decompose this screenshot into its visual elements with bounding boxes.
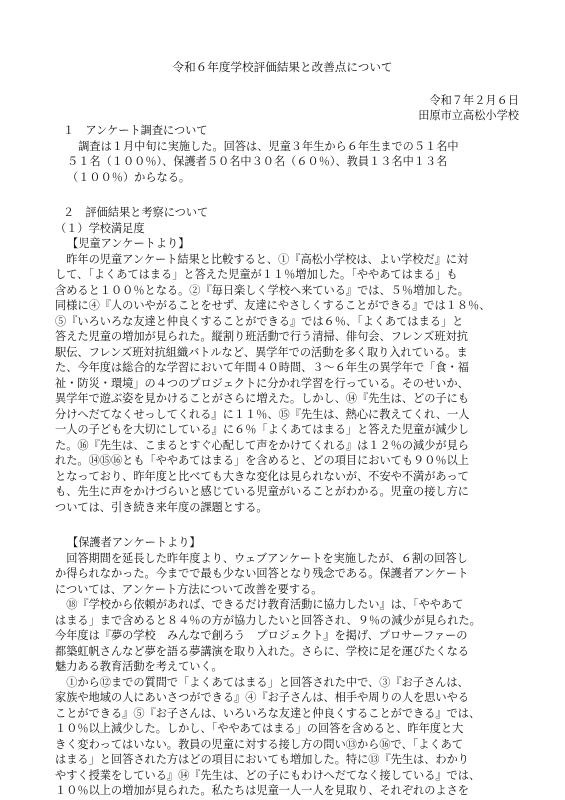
paragraph-line: ５１名（１００％）、保護者５０名中３０名（６０％）、教員１３名中１３名 [67, 155, 448, 168]
children-survey-label: 【児童アンケートより】 [67, 237, 190, 250]
paragraph-line: 魅力ある教育活動を考えていく。 [55, 660, 223, 673]
paragraph-line: して、「よくあてはまる」と答えた児童が１１％増加した。「ややあてはまる」も [55, 268, 458, 281]
parents-survey-label: 【保護者アンケートより】 [67, 536, 201, 549]
paragraph-line: （１００％）からなる。 [67, 170, 191, 184]
paragraph-line: か得られなかった。今までで最も少ない回答となり残念である。保護者アンケート [55, 567, 469, 580]
children-paragraph [55, 252, 523, 516]
date-block [418, 93, 519, 123]
paragraph-line: ⑤『いろいろな友達と仲良くすることができる』では６％、「よくあてはまる」と [55, 314, 464, 328]
document-body [55, 123, 523, 799]
paragraph-line: やすく授業をしている』⑭『先生は、どの子にもわけへだてなく接している』では、 [55, 768, 481, 782]
paragraph-line: 同様に④『人のいやがることをせず、友達にやさしくすることができる』では１８％、 [55, 299, 491, 312]
paragraph-line: 一人の子どもを大切にしている』に６％「よくあてはまる」と答えた児童が減少し [55, 423, 469, 436]
paragraph-line: た、今年度は総合的な学習において年間４０時間、３～６年生の異学年で「食・福 [55, 361, 469, 374]
document-date: 令和７年２月６日 [429, 94, 519, 107]
paragraph-line: 今年度は『夢の学校 みんなで創ろう プロジェクト』を掲げ、プロサーファーの [55, 629, 468, 642]
paragraph-line: た。⑯『先生は、こまるとすぐ心配して声をかけてくれる』は１２％の減少が見ら [55, 438, 469, 452]
paragraph-line: については、アンケート方法について改善を要する。 [55, 582, 323, 596]
school-name: 田原市立高松小学校 [418, 109, 519, 122]
paragraph-line: れた。⑭⑮⑯とも「ややあてはまる」を含めると、どの項目においても９０％以上 [55, 454, 469, 467]
section2-heading: ２ 評価結果と考察について [63, 206, 209, 219]
paragraph-line: ついては、引き続き来年度の課題とする。 [55, 500, 268, 514]
paragraph-line: 異学年で遊ぶ姿を見かけることがさらに増えた。しかし、⑭『先生は、どの子にも [55, 392, 469, 405]
paragraph-line: きく変わってはいない。教員の児童に対する接し方の問い⑬から⑯で、「よくあて [55, 737, 464, 751]
section1-heading: １ アンケート調査について [63, 124, 208, 137]
paragraph-line: 駅伝、フレンズ班対抗組織バトルなど、異学年での活動を多く取り入れている。ま [55, 345, 468, 359]
paragraph-line: 回答期間を延長した昨年度より、ウェブアンケートを実施したが、６割の回答し [55, 551, 468, 565]
paragraph-line: 調査は１月中旬に実施した。回答は、児童３年生から６年生までの５１名中 [67, 139, 459, 153]
paragraph-line: となっており、昨年度と比べても大きな変化は見られないが、不安や不満があって [55, 469, 469, 483]
paragraph-line: 分けへだてなくせっしてくれる』に１１％、⑮『先生は、熱心に教えてくれ、一人 [55, 407, 470, 421]
paragraph-line: 家族や地域の人にあいさつができる』④『お子さんは、相手や周りの人を思いやる [55, 691, 469, 704]
paragraph-line: ①から⑫までの質問で「よくあてはまる」と回答された中で、③『お子さんは、 [55, 675, 469, 689]
paragraph-line: 答えた児童の増加が見られた。縦割り班活動で行う清掃、俳句会、フレンズ班対抗 [55, 330, 468, 343]
paragraph-line: も、先生に声をかけづらいと感じている児童がいることがわかる。児童の接し方に [55, 485, 469, 498]
paragraph-line: はまる」と回答された方はどの項目においても増加した。特に⑬『先生は、わかり [55, 753, 469, 766]
section1-paragraph [55, 139, 523, 186]
paragraph-line: 含めると１００％となる。②『毎日楽しく学校へ来ている』では、５％増加した。 [55, 283, 469, 297]
parents-paragraph [55, 551, 523, 799]
paragraph-line: １０％以上減少した。しかし、「ややあてはまる」の回答を含めると、昨年度と大 [55, 722, 464, 735]
paragraph-line: ことができる』⑤『お子さんは、いろいろな友達と仲良くすることができる』では、 [55, 706, 481, 720]
paragraph-line: はまる」まで含めると８４％の方が協力したいと回答され、９％の減少が見られた。 [55, 613, 481, 627]
section2-subheading: （１）学校満足度 [55, 221, 145, 235]
paragraph-line: １０％以上の増加が見られた。私たちは児童一人一人を見取り、それぞれのよさを [55, 784, 469, 797]
paragraph-line: ⑱『学校から依頼があれば、できるだけ教育活動に協力したい』は、「ややあて [55, 598, 464, 611]
paragraph-line: 昨年の児童アンケート結果と比較すると、①『高松小学校は、よい学校だ』に対 [55, 252, 469, 266]
paragraph-line: 都築虹帆さんなど夢を語る夢講演を取り入れた。さらに、学校に足を運びたくなる [55, 644, 469, 658]
document-title: 令和６年度学校評価結果と改善点について [172, 60, 393, 74]
paragraph-line: 祉・防災・環境」の４つのプロジェクトに分かれ学習を行っている。そのせいか、 [55, 376, 469, 390]
